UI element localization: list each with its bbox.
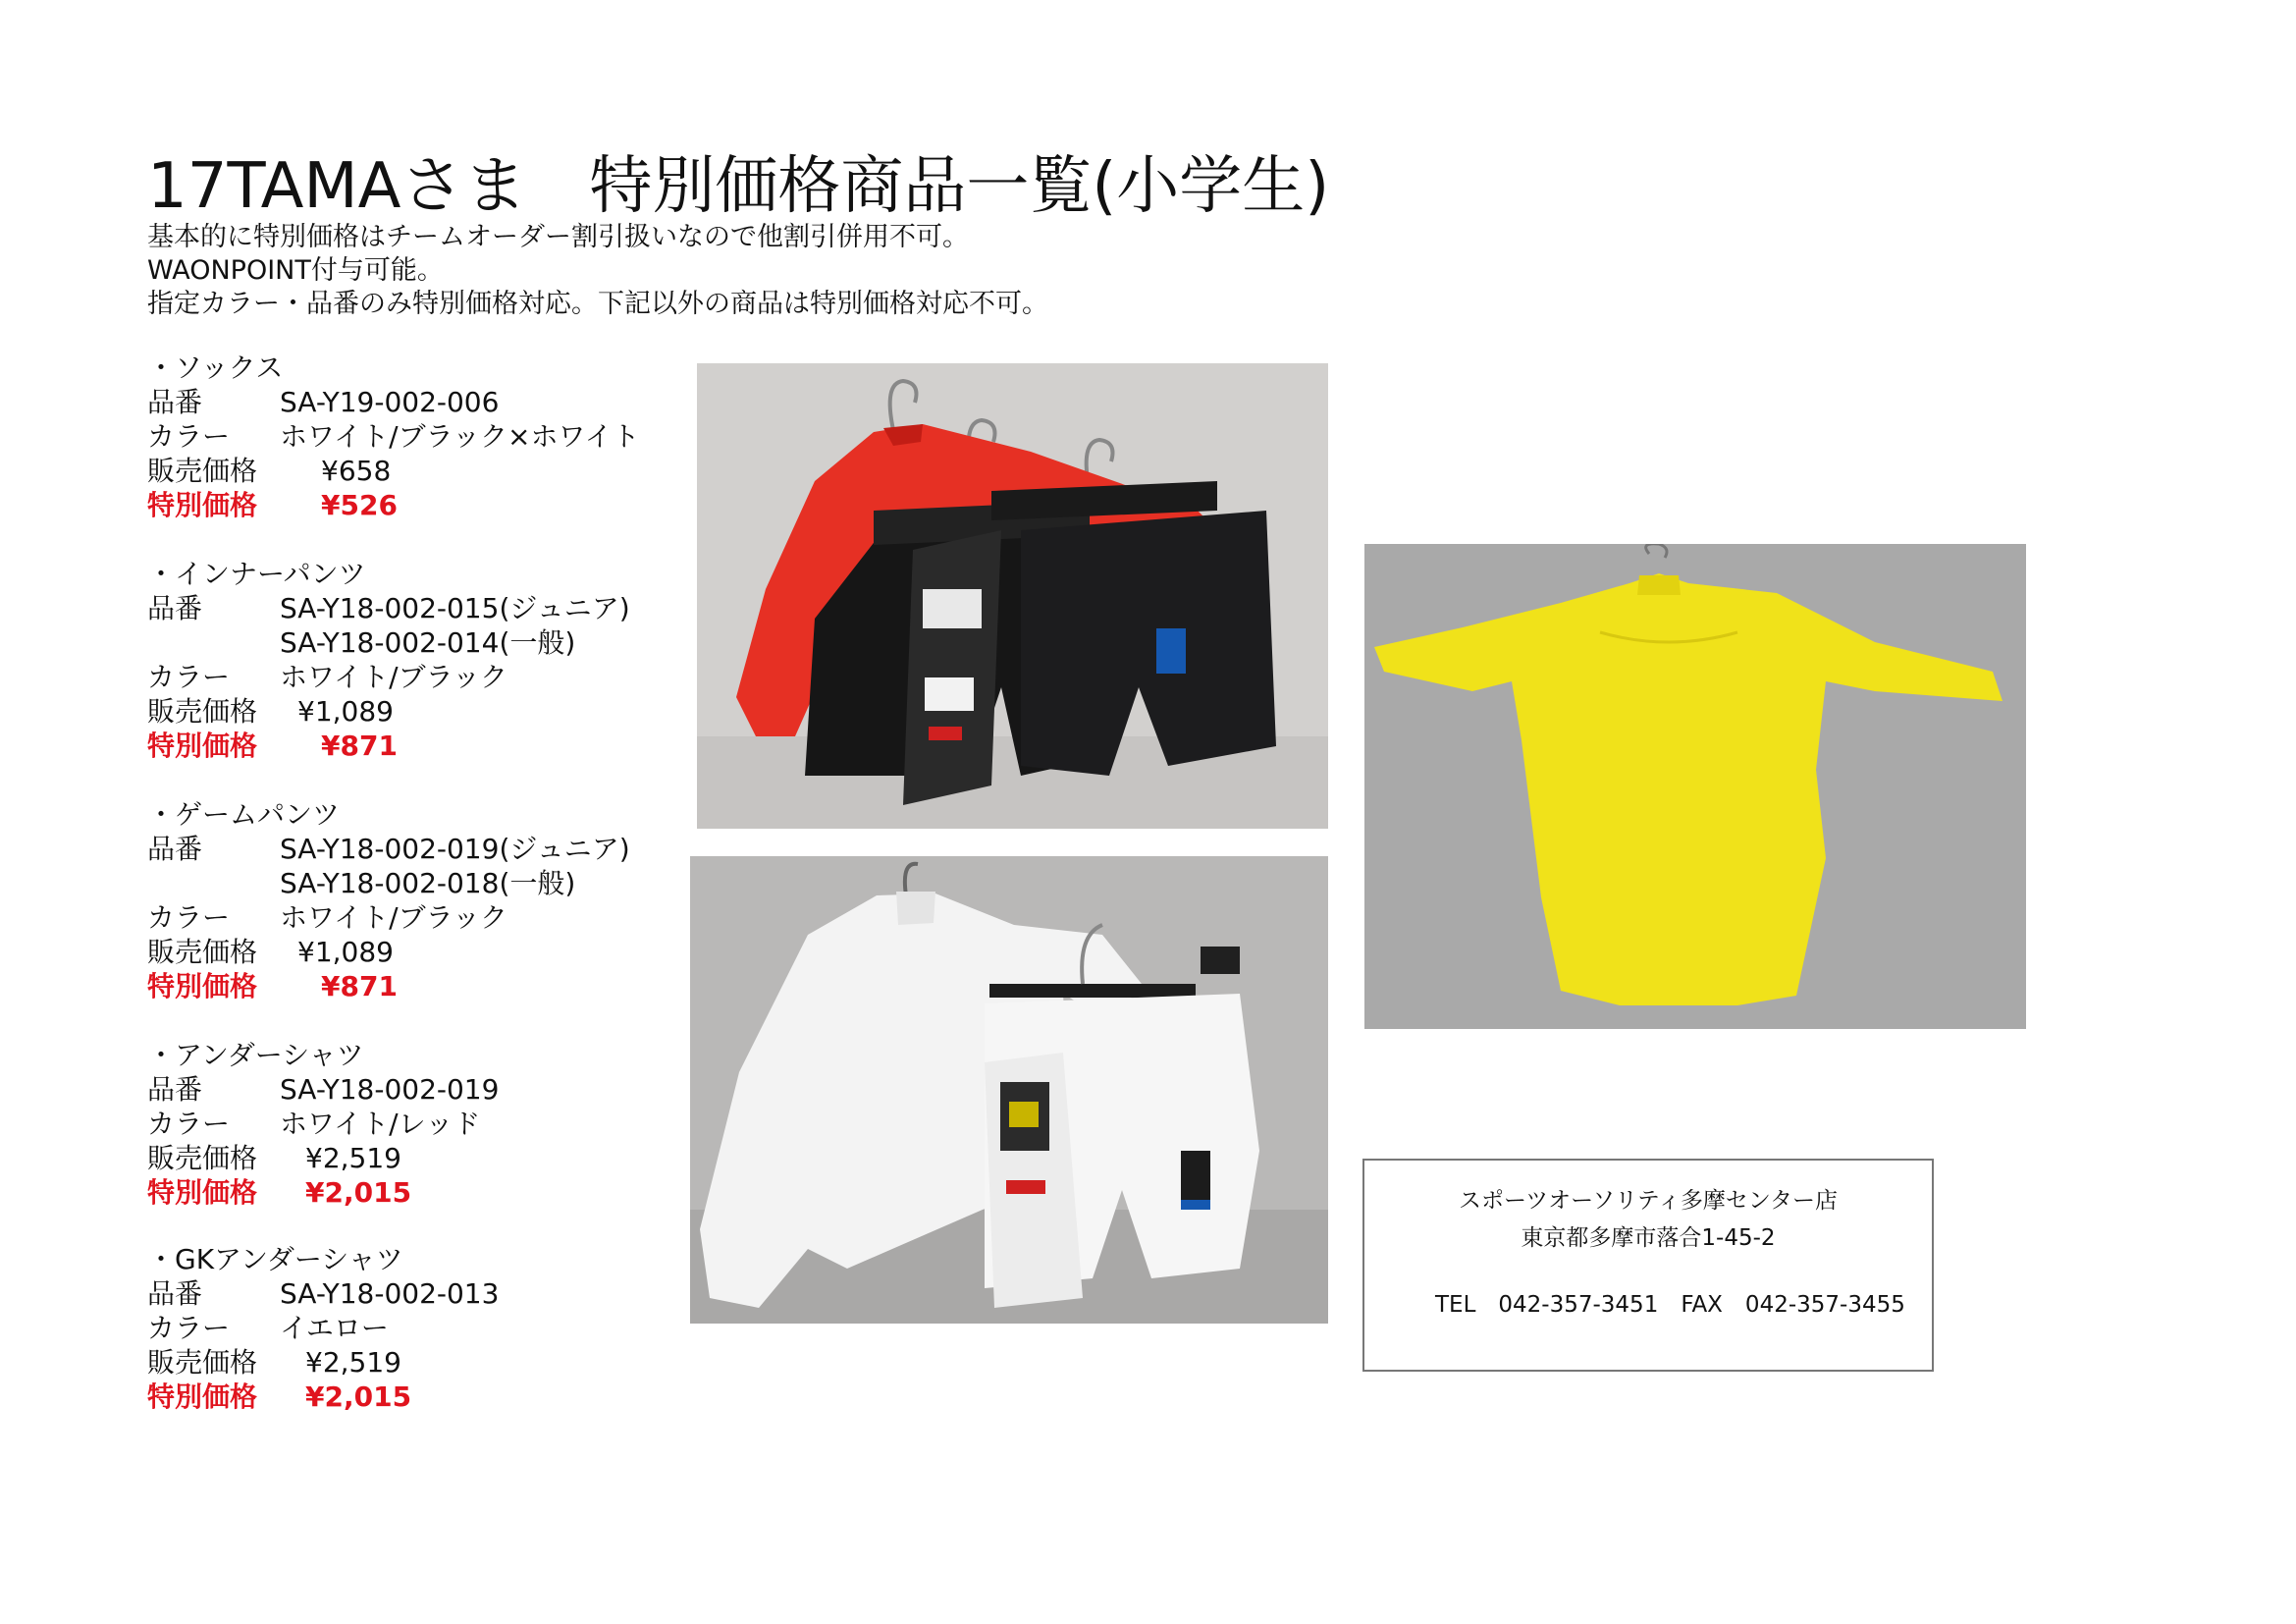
photo-red-black-set bbox=[697, 363, 1328, 829]
store-info-box bbox=[1362, 1159, 1934, 1372]
color-label: カラー bbox=[147, 661, 231, 693]
item-no: SA-Y18-002-018(一般) bbox=[280, 867, 576, 899]
item-no: SA-Y19-002-006 bbox=[280, 386, 500, 418]
regular-price-label: 販売価格 bbox=[147, 1346, 258, 1379]
item-no: SA-Y18-002-015(ジュニア) bbox=[280, 592, 630, 624]
special-price: ¥871 bbox=[321, 970, 398, 1002]
item-no: SA-Y18-002-019 bbox=[280, 1073, 500, 1106]
special-price: ¥526 bbox=[321, 489, 398, 521]
special-price-label: 特別価格 bbox=[147, 970, 258, 1002]
intro-line: 基本的に特別価格はチームオーダー割引扱いなので他割引併用不可。 bbox=[147, 222, 969, 252]
color-label: カラー bbox=[147, 420, 231, 453]
color-value: ホワイト/ブラック bbox=[280, 901, 508, 934]
regular-price: ¥2,519 bbox=[305, 1142, 401, 1174]
photo-yellow-shirt bbox=[1364, 544, 2026, 1029]
store-contact: TEL 042-357-3451 FAX 042-357-3455 bbox=[1435, 1292, 1905, 1318]
special-price: ¥871 bbox=[321, 730, 398, 762]
regular-price: ¥2,519 bbox=[305, 1346, 401, 1379]
special-price-label: 特別価格 bbox=[147, 730, 258, 762]
product-gk-under-shirt bbox=[147, 1242, 499, 1414]
product-name: ・インナーパンツ bbox=[147, 558, 366, 590]
page-title: 17TAMAさま 特別価格商品一覧(小学生) bbox=[147, 150, 1330, 223]
product-name: ・ソックス bbox=[147, 352, 284, 384]
color-value: ホワイト/ブラック×ホワイト bbox=[280, 420, 640, 453]
product-name: ・GKアンダーシャツ bbox=[147, 1243, 403, 1275]
store-address: 東京都多摩市落合1-45-2 bbox=[1521, 1225, 1776, 1251]
special-price-label: 特別価格 bbox=[147, 489, 258, 521]
item-no: SA-Y18-002-013 bbox=[280, 1277, 500, 1310]
color-label: カラー bbox=[147, 901, 231, 934]
product-socks bbox=[147, 351, 640, 522]
color-value: イエロー bbox=[280, 1312, 389, 1344]
regular-price: ¥1,089 bbox=[297, 695, 394, 728]
product-inner-pants bbox=[147, 557, 630, 763]
special-price: ¥2,015 bbox=[305, 1380, 412, 1413]
item-no-label: 品番 bbox=[147, 386, 203, 418]
product-name: ・ゲームパンツ bbox=[147, 798, 341, 831]
item-no-label: 品番 bbox=[147, 833, 203, 865]
regular-price-label: 販売価格 bbox=[147, 1142, 258, 1174]
special-price-label: 特別価格 bbox=[147, 1176, 258, 1209]
special-price: ¥2,015 bbox=[305, 1176, 412, 1209]
special-price-label: 特別価格 bbox=[147, 1380, 258, 1413]
regular-price-label: 販売価格 bbox=[147, 455, 258, 487]
regular-price-label: 販売価格 bbox=[147, 936, 258, 968]
item-no-label: 品番 bbox=[147, 1277, 203, 1310]
item-no-label: 品番 bbox=[147, 1073, 203, 1106]
color-value: ホワイト/ブラック bbox=[280, 661, 508, 693]
item-no-label: 品番 bbox=[147, 592, 203, 624]
intro-line: 指定カラー・品番のみ特別価格対応。下記以外の商品は特別価格対応不可。 bbox=[147, 289, 1048, 319]
store-name: スポーツオーソリティ多摩センター店 bbox=[1459, 1188, 1838, 1214]
color-label: カラー bbox=[147, 1108, 231, 1140]
product-game-pants bbox=[147, 797, 630, 1003]
product-under-shirt bbox=[147, 1038, 499, 1210]
intro-notes bbox=[147, 221, 1048, 321]
item-no: SA-Y18-002-014(一般) bbox=[280, 626, 576, 659]
item-no: SA-Y18-002-019(ジュニア) bbox=[280, 833, 630, 865]
regular-price-label: 販売価格 bbox=[147, 695, 258, 728]
regular-price: ¥658 bbox=[321, 455, 392, 487]
photo-white-set bbox=[690, 856, 1328, 1324]
color-value: ホワイト/レッド bbox=[280, 1108, 481, 1140]
product-name: ・アンダーシャツ bbox=[147, 1039, 364, 1071]
intro-line: WAONPOINT付与可能。 bbox=[147, 255, 444, 286]
regular-price: ¥1,089 bbox=[297, 936, 394, 968]
color-label: カラー bbox=[147, 1312, 231, 1344]
